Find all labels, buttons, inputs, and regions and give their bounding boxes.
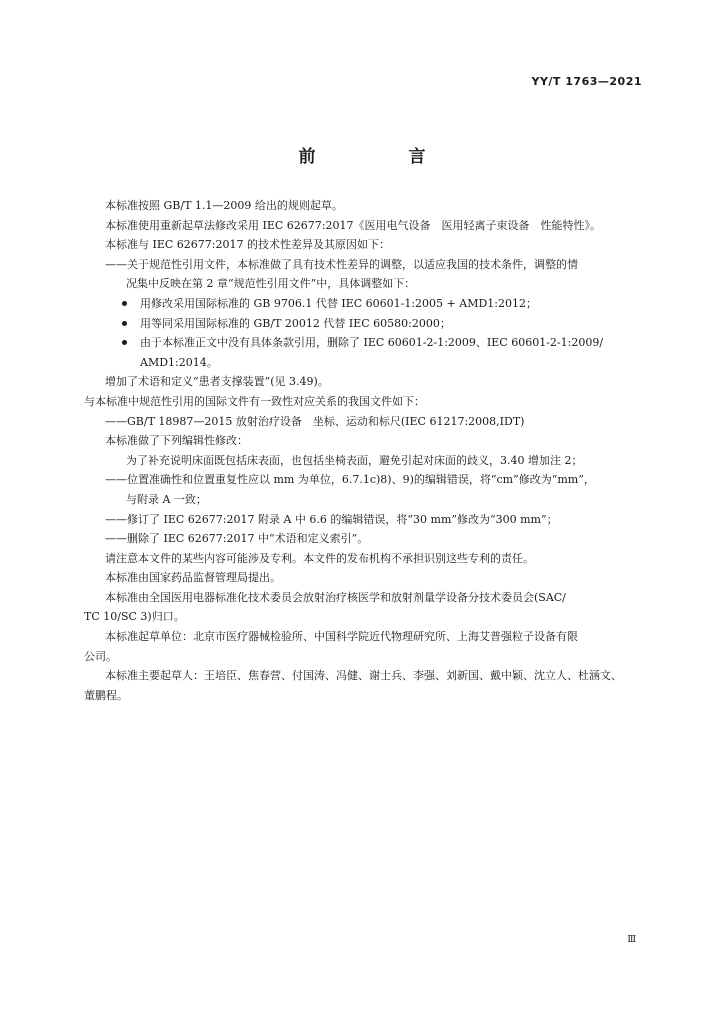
bullet-item [84,314,644,334]
page-number: Ⅲ [627,935,636,945]
paragraph-line: 本标准与 IEC 62677:2017 的技术性差异及其原因如下： [105,238,390,252]
paragraph-line: 本标准起草单位：北京市医疗器械检验所、中国科学院近代物理研究所、上海艾普强粒子设备有限 [105,630,578,644]
standard-code: YY/T 1763—2021 [531,75,642,88]
bullet-item-continuation: AMD1:2014。 [140,355,218,369]
paragraph-line: 本标准做了下列编辑性修改： [105,434,248,448]
bullet-text: 用等同采用国际标准的 GB/T 20012 代替 IEC 60580:2000； [140,316,451,330]
bullet-icon [122,301,127,306]
dash-item: ——修订了 IEC 62677:2017 附录 A 中 6.6 的编辑错误，将“30 mm”修改为“300 mm”； [105,512,558,526]
bullet-text: 用修改采用国际标准的 GB 9706.1 代替 IEC 60601-1:2005 + AMD1:2012； [140,296,537,310]
dash-item-continuation: 况集中反映在第 2 章“规范性引用文件”中，具体调整如下： [126,277,416,291]
dash-item: ——位置准确性和位置重复性应以 mm 为单位，6.7.1c)8)、9)的编辑错误，将“cm”修改为“mm”， [105,473,595,487]
dash-item-continuation: 与附录 A 一致； [126,492,207,506]
bullet-item [84,294,644,314]
paragraph-continuation: 公司。 [84,649,117,663]
page-title: 前 言 [298,147,464,167]
bullet-item [84,333,644,353]
paragraph-continuation: 董鹏程。 [84,688,128,702]
bullet-icon [122,340,127,345]
foreword-body [84,196,644,705]
dash-item: ——关于规范性引用文件，本标准做了具有技术性差异的调整，以适应我国的技术条件，调整的情 [105,257,578,271]
bullet-text: 由于本标准正文中没有具体条款引用，删除了 IEC 60601-2-1:2009、IEC 60601-2-1:2009/ [140,336,604,350]
paragraph-line: 请注意本文件的某些内容可能涉及专利。本文件的发布机构不承担识别这些专利的责任。 [105,551,534,565]
paragraph-line: 增加了术语和定义“患者支撑装置”(见 3.49)。 [105,375,329,389]
paragraph-line: 与本标准中规范性引用的国际文件有一致性对应关系的我国文件如下： [84,394,425,408]
paragraph-line: 本标准使用重新起草法修改采用 IEC 62677:2017《医用电气设备 医用轻离子束设备 性能特性》。 [105,218,601,232]
paragraph-line: 为了补充说明床面既包括床表面，也包括坐椅表面，避免引起对床面的歧义，3.40 增加注 2； [126,453,583,467]
bullet-icon [122,321,127,326]
dash-item: ——GB/T 18987—2015 放射治疗设备 坐标、运动和标尺(IEC 61217:2008,IDT) [105,414,525,428]
paragraph-continuation: TC 10/SC 3)归口。 [84,610,185,624]
paragraph-line: 本标准按照 GB/T 1.1—2009 给出的规则起草。 [105,199,343,212]
dash-item: ——删除了 IEC 62677:2017 中“术语和定义索引”。 [105,532,369,546]
paragraph-line: 本标准由国家药品监督管理局提出。 [105,571,281,585]
paragraph-line: 本标准由全国医用电器标准化技术委员会放射治疗核医学和放射剂量学设备分技术委员会(SAC/ [105,590,566,604]
paragraph-line: 本标准主要起草人：王培臣、焦春营、付国涛、冯健、谢士兵、李强、刘新国、戴中颖、沈立人、杜涵文、 [105,669,622,683]
